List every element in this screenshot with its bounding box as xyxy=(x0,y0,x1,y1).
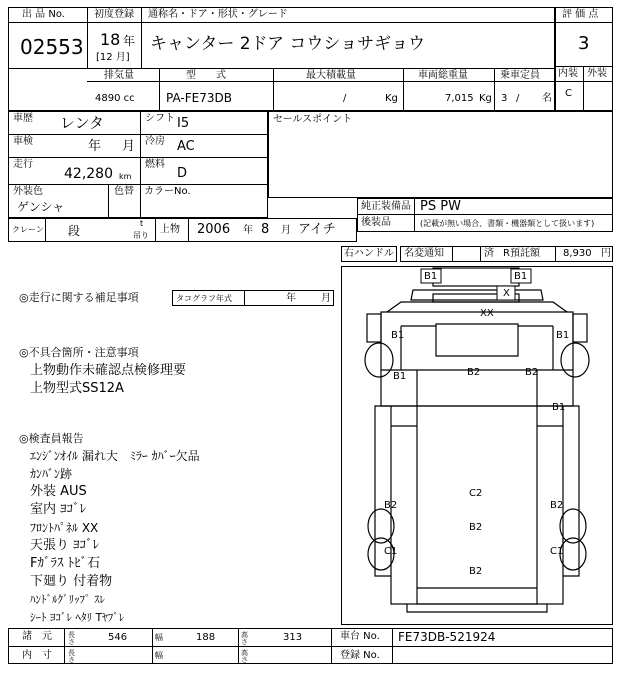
displacement-value: 4890 cc xyxy=(95,93,135,104)
mark-c2-bed: C2 xyxy=(469,488,483,499)
crane-hang: 吊り xyxy=(133,231,149,240)
tachograph-year: 年 xyxy=(286,293,296,304)
tachograph-label: タコグラフ年式 xyxy=(176,294,232,303)
interior-height-label: 高さ xyxy=(241,649,248,664)
steering-value: 右ハンドル xyxy=(344,248,394,259)
mileage-value: 42,280 xyxy=(64,166,113,182)
length-value: 546 xyxy=(108,632,128,643)
tachograph-month: 月 xyxy=(321,293,331,304)
max-load-label: 最大積載量 xyxy=(306,70,356,81)
color-change-label: 色替 xyxy=(114,186,134,197)
recycle-deposit-label: R預託額 xyxy=(503,248,540,259)
body-year-unit: 年 xyxy=(243,225,253,236)
mark-b2-cab: B2 xyxy=(467,367,481,378)
mark-b2-bed: B2 xyxy=(469,522,483,533)
lot-number: 02553 xyxy=(20,35,84,59)
driving-notes-title: ◎走行に関する補足事項 xyxy=(19,291,139,304)
mark-xx-front: XX xyxy=(480,308,494,319)
shift-label: シフト xyxy=(145,113,175,124)
mark-b1-left-door: B1 xyxy=(393,371,407,382)
grade-label: 評 価 点 xyxy=(562,9,599,20)
inspection-year: 年 xyxy=(88,139,102,154)
chassis-label: 車台 No. xyxy=(340,631,380,642)
body-label: 上物 xyxy=(160,224,180,235)
capacity-unit: 名 xyxy=(542,93,552,104)
width-label: 幅 xyxy=(155,633,163,642)
inspector-line-2: ｶﾝﾊﾞﾝ跡 xyxy=(30,467,73,481)
color-number-label: カラーNo. xyxy=(144,186,191,197)
gross-weight-label: 車両総重量 xyxy=(418,70,468,81)
crane-steps: 段 xyxy=(68,224,81,238)
spec-label: 諸 元 xyxy=(22,631,52,642)
height-label: 高さ xyxy=(241,631,248,646)
interior-grade-value: C xyxy=(565,88,572,99)
inspector-line-4: 室内 ﾖｺﾞﾚ xyxy=(30,502,87,517)
mark-b1-right-fender: B1 xyxy=(556,330,570,341)
inspector-line-7: Fｶﾞﾗｽ ﾄﾋﾞ石 xyxy=(30,556,101,571)
grade-value: 3 xyxy=(578,33,590,54)
mark-b2-rear: B2 xyxy=(469,566,483,577)
name-change-label: 名変通知 xyxy=(404,248,444,259)
fuel-value: D xyxy=(177,166,188,181)
history-value: レンタ xyxy=(60,114,105,132)
body-month: 8 xyxy=(261,222,270,237)
crane-label: クレーン xyxy=(12,225,44,234)
fuel-label: 燃料 xyxy=(145,159,165,170)
registration-year-unit: 年 xyxy=(123,34,136,48)
inspector-line-3: 外装 AUS xyxy=(30,484,87,499)
mark-b1-left-fender: B1 xyxy=(391,330,405,341)
inspection-month: 月 xyxy=(122,139,136,154)
width-value: 188 xyxy=(196,632,216,643)
capacity-value: 3 xyxy=(501,93,508,104)
mark-c1-right: C1 xyxy=(550,546,564,557)
exterior-color-value: ゲンシャ xyxy=(17,200,65,214)
mark-b1-top-left: B1 xyxy=(424,271,438,282)
shift-value: I5 xyxy=(177,116,190,131)
registration-label: 登録 No. xyxy=(340,650,380,661)
gross-weight-value: 7,015 xyxy=(445,93,474,104)
chassis-value: FE73DB-521924 xyxy=(398,630,496,644)
length-label: 長さ xyxy=(68,631,75,646)
inspector-line-5: ﾌﾛﾝﾄﾊﾟﾈﾙ XX xyxy=(30,521,99,535)
sales-point-label: セールスポイント xyxy=(273,114,353,125)
interior-dim-label: 内 寸 xyxy=(22,650,52,661)
model-label: 型 式 xyxy=(186,70,226,81)
aftermarket-note: (記載が無い場合、書類・機器類として扱います) xyxy=(420,219,595,228)
interior-length-label: 長さ xyxy=(68,649,75,664)
registration-year: 18 xyxy=(100,30,121,49)
body-year: 2006 xyxy=(197,222,231,237)
interior-grade-label: 内装 xyxy=(558,68,578,79)
defects-title: ◎不具合箇所・注意事項 xyxy=(19,346,139,359)
inspector-line-9: ﾊﾝﾄﾞﾙｸﾞﾘｯﾌﾟ ｽﾚ xyxy=(30,593,105,606)
body-month-unit: 月 xyxy=(281,225,291,236)
inspector-line-8: 下廻り 付着物 xyxy=(30,574,113,589)
mark-b1-top-right: B1 xyxy=(514,271,528,282)
first-registration-label: 初度登録 xyxy=(94,9,134,20)
defect-line-1: 上物動作未確認点検修理要 xyxy=(30,363,187,378)
equipment-value: PS PW xyxy=(420,199,461,214)
max-load-unit: Kg xyxy=(385,93,398,104)
exterior-color-label: 外装色 xyxy=(13,186,43,197)
mark-b1-right-side: B1 xyxy=(552,402,566,413)
lot-label: 出 品 No. xyxy=(22,9,65,20)
inspector-line-1: ｴﾝｼﾞﾝｵｲﾙ 漏れ大 ﾐﾗｰ ｶﾊﾞｰ欠品 xyxy=(30,449,200,463)
mark-b2-right-cab: B2 xyxy=(525,367,539,378)
mark-c1-left: C1 xyxy=(384,546,398,557)
max-load-value: / xyxy=(343,93,347,104)
inspector-report-title: ◎検査員報告 xyxy=(19,432,84,445)
aftermarket-label: 後装品 xyxy=(361,217,391,228)
mileage-unit: km xyxy=(119,172,132,181)
inspection-label: 車検 xyxy=(13,136,33,147)
capacity-label: 乗車定員 xyxy=(500,70,540,81)
height-value: 313 xyxy=(283,632,303,643)
interior-width-label: 幅 xyxy=(155,651,163,660)
recycle-deposit-value: 8,930 xyxy=(563,248,592,259)
body-maker: アイチ xyxy=(298,222,336,237)
history-label: 車歴 xyxy=(13,113,33,124)
defect-line-2: 上物型式SS12A xyxy=(30,381,124,396)
displacement-label: 排気量 xyxy=(104,70,134,81)
equipment-label: 純正装備品 xyxy=(361,201,411,212)
capacity-separator: / xyxy=(516,93,520,104)
gross-weight-unit: Kg xyxy=(479,93,492,104)
mileage-label: 走行 xyxy=(13,159,33,170)
car-name: キャンター 2ドア コウショサギョウ xyxy=(150,34,426,54)
recycle-deposit-unit: 円 xyxy=(601,248,611,259)
mark-x-top: X xyxy=(503,288,510,299)
inspector-line-6: 天張り ﾖｺﾞﾚ xyxy=(30,538,100,553)
registration-month: [12 月] xyxy=(96,52,130,63)
mark-b2-right-rear: B2 xyxy=(550,500,564,511)
exterior-grade-label: 外装 xyxy=(587,68,607,79)
recycle-label: 済 xyxy=(484,248,494,259)
inspector-line-10: ｼｰﾄ ﾖｺﾞﾚ ﾍﾀﾘ Tﾔﾌﾞﾚ xyxy=(30,611,125,624)
mark-b2-left-rear: B2 xyxy=(384,500,398,511)
car-name-label: 通称名・ドア・形状・グレード xyxy=(148,9,288,20)
model-value: PA-FE73DB xyxy=(166,91,232,105)
ac-label: 冷房 xyxy=(145,136,165,147)
crane-tons: t xyxy=(140,219,144,228)
ac-value: AC xyxy=(177,139,195,154)
